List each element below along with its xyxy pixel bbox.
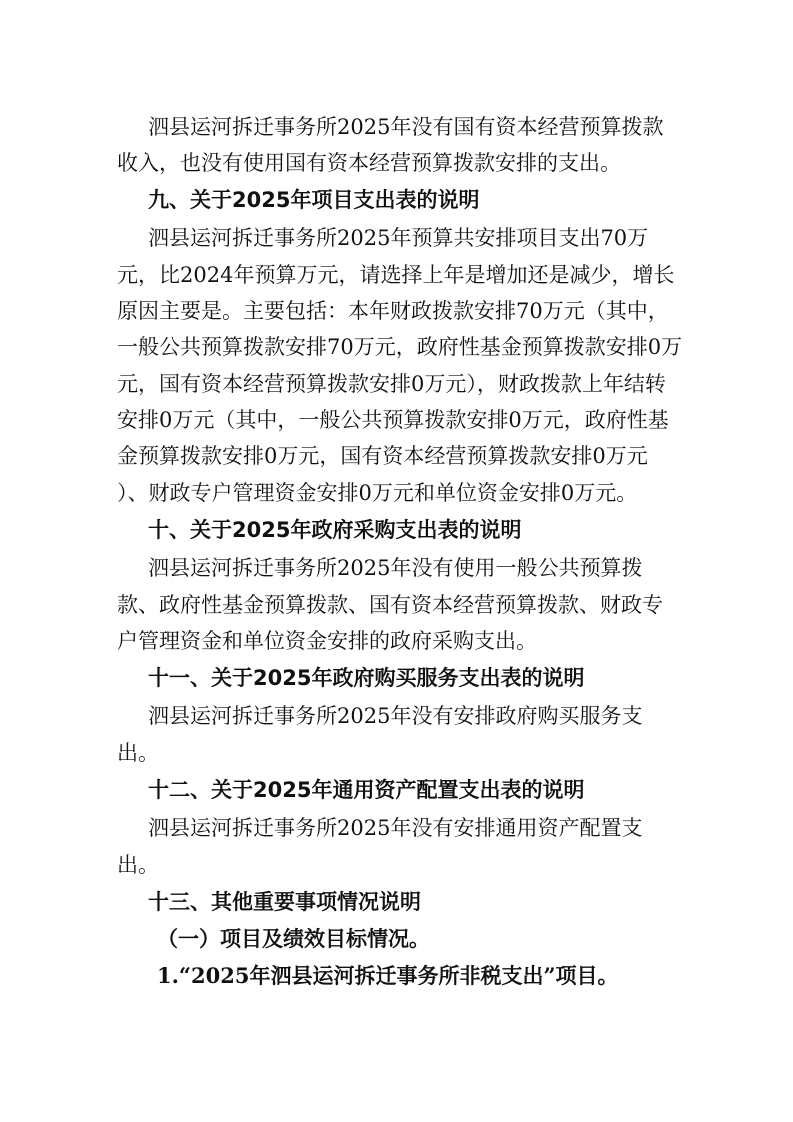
paragraph-line: 泗县运河拆迁事务所2025年没有使用一般公共预算拨: [148, 556, 643, 580]
paragraph-line: 元，国有资本经营预算拨款安排0万元），财政拨款上年结转: [117, 372, 666, 396]
paragraph-line: 户管理资金和单位资金安排的政府采购支出。: [117, 629, 537, 653]
paragraph-line: 出。: [117, 853, 159, 877]
paragraph-line: 收入，也没有使用国有资本经营预算拨款安排的支出。: [117, 151, 621, 175]
paragraph-line: 款、政府性基金预算拨款、国有资本经营预算拨款、财政专: [117, 593, 663, 617]
section-heading-9: 九、关于2025年项目支出表的说明: [148, 188, 480, 212]
paragraph-line: 泗县运河拆迁事务所2025年没有安排政府购买服务支: [148, 704, 643, 728]
section-heading-12: 十二、关于2025年通用资产配置支出表的说明: [148, 778, 585, 802]
paragraph-line: 金预算拨款安排0万元，国有资本经营预算拨款安排0万元: [117, 444, 648, 468]
paragraph-line: ）、财政专户管理资金安排0万元和单位资金安排0万元。: [117, 481, 638, 505]
section-heading-11: 十一、关于2025年政府购买服务支出表的说明: [148, 666, 585, 690]
paragraph-line: 出。: [117, 741, 159, 765]
paragraph-line: 泗县运河拆迁事务所2025年没有国有资本经营预算拨款: [148, 115, 664, 139]
subsection-heading: （一）项目及绩效目标情况。: [157, 927, 430, 951]
paragraph-line: 一般公共预算拨款安排70万元，政府性基金预算拨款安排0万: [117, 335, 683, 359]
section-heading-10: 十、关于2025年政府采购支出表的说明: [148, 518, 522, 542]
paragraph-line: 泗县运河拆迁事务所2025年预算共安排项目支出70万: [148, 226, 649, 250]
paragraph-line: 原因主要是。主要包括：本年财政拨款安排70万元（其中，: [117, 299, 669, 323]
paragraph-line: 泗县运河拆迁事务所2025年没有安排通用资产配置支: [148, 816, 643, 840]
item-heading: 1.“2025年泗县运河拆迁事务所非税支出”项目。: [157, 963, 619, 988]
paragraph-line: 元，比2024年预算万元，请选择上年是增加还是减少，增长: [117, 263, 675, 287]
section-heading-13: 十三、其他重要事项情况说明: [148, 890, 421, 914]
paragraph-line: 安排0万元（其中，一般公共预算拨款安排0万元，政府性基: [117, 408, 669, 432]
